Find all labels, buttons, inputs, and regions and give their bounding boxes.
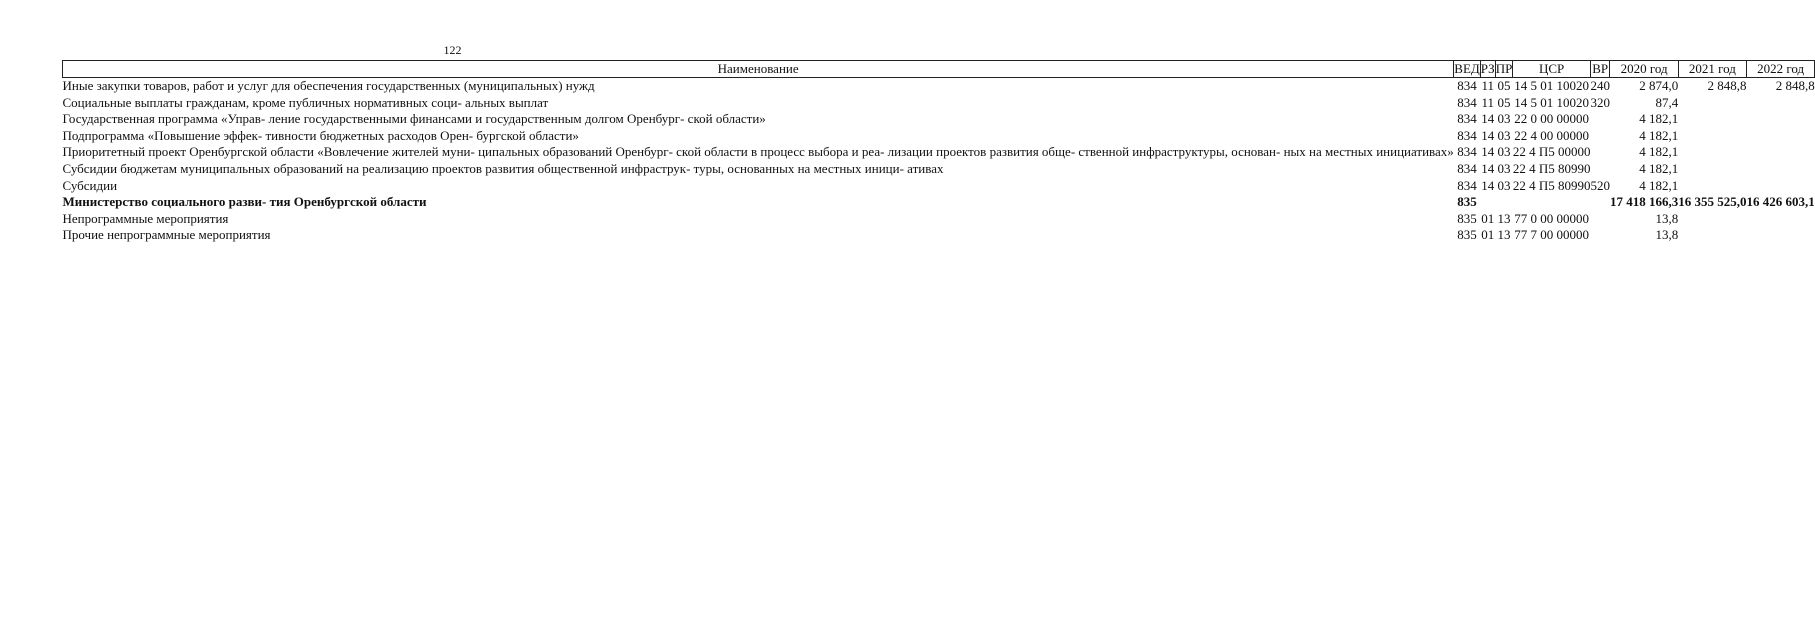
cell-pr: 13 bbox=[1497, 227, 1511, 243]
cell-rz: 14 bbox=[1481, 144, 1495, 160]
cell-rz bbox=[1480, 194, 1495, 211]
cell-y2022 bbox=[1746, 144, 1814, 161]
cell-y2020: 4 182,1 bbox=[1639, 144, 1679, 160]
cell-name: Государственная программа «Управ- ление государственными финансами и государственным долгом Оренбург- ской области» bbox=[62, 111, 766, 127]
header-pr: ПР bbox=[1495, 61, 1513, 76]
cell-vr: 240 bbox=[1590, 78, 1610, 93]
table-header-row bbox=[63, 61, 1815, 78]
table-row bbox=[63, 178, 1815, 195]
cell-y2020: 4 182,1 bbox=[1639, 127, 1679, 143]
cell-name: Непрограммные мероприятия bbox=[62, 210, 229, 226]
cell-y2022: 2 848,8 bbox=[1775, 78, 1815, 93]
cell-csr: 77 0 00 00000 bbox=[1514, 210, 1589, 226]
cell-vr bbox=[1590, 161, 1610, 178]
cell-pr: 03 bbox=[1497, 144, 1511, 160]
budget-table bbox=[62, 60, 1815, 244]
cell-y2022 bbox=[1746, 128, 1814, 145]
header-2022: 2022 год bbox=[1746, 61, 1814, 78]
table-row bbox=[63, 161, 1815, 178]
cell-y2021 bbox=[1678, 178, 1746, 195]
cell-y2020: 17 418 166,3 bbox=[1609, 194, 1679, 210]
cell-vr bbox=[1590, 111, 1610, 128]
cell-y2021 bbox=[1678, 211, 1746, 228]
cell-vr: 320 bbox=[1590, 94, 1610, 110]
table-row bbox=[63, 78, 1815, 95]
cell-y2021 bbox=[1678, 144, 1746, 161]
cell-ved: 835 bbox=[1457, 210, 1477, 226]
cell-ved: 835 bbox=[1457, 227, 1477, 243]
cell-vr bbox=[1590, 128, 1610, 145]
cell-rz: 01 bbox=[1481, 227, 1495, 243]
cell-y2021 bbox=[1678, 128, 1746, 145]
table-row bbox=[63, 194, 1815, 211]
cell-vr: 520 bbox=[1590, 177, 1610, 193]
cell-ved: 834 bbox=[1457, 127, 1477, 143]
cell-y2022 bbox=[1746, 227, 1814, 244]
cell-vr bbox=[1590, 144, 1610, 161]
cell-ved: 834 bbox=[1457, 177, 1477, 193]
page-number: 122 bbox=[443, 43, 462, 57]
cell-csr: 77 7 00 00000 bbox=[1514, 227, 1589, 243]
cell-ved: 834 bbox=[1457, 144, 1477, 160]
cell-name: Министерство социального разви- тия Оренбургской области bbox=[62, 194, 427, 210]
table-row bbox=[63, 128, 1815, 145]
cell-ved: 834 bbox=[1457, 160, 1477, 176]
cell-pr: 03 bbox=[1497, 111, 1511, 127]
cell-csr: 14 5 01 10020 bbox=[1514, 94, 1589, 110]
cell-y2022 bbox=[1746, 161, 1814, 178]
table-row bbox=[63, 211, 1815, 228]
cell-rz: 01 bbox=[1481, 210, 1495, 226]
cell-name: Субсидии bbox=[62, 177, 118, 193]
cell-ved: 834 bbox=[1457, 111, 1477, 127]
cell-pr bbox=[1495, 194, 1513, 211]
cell-pr: 05 bbox=[1497, 94, 1511, 110]
cell-pr: 03 bbox=[1497, 160, 1511, 176]
cell-y2020: 13,8 bbox=[1655, 210, 1679, 226]
header-2021: 2021 год bbox=[1678, 61, 1746, 78]
cell-y2020: 4 182,1 bbox=[1639, 111, 1679, 127]
cell-ved: 834 bbox=[1457, 78, 1477, 93]
cell-y2021 bbox=[1678, 161, 1746, 178]
cell-pr: 13 bbox=[1497, 210, 1511, 226]
cell-pr: 03 bbox=[1497, 127, 1511, 143]
cell-y2022 bbox=[1746, 95, 1814, 112]
cell-csr: 22 4 00 00000 bbox=[1514, 127, 1589, 143]
cell-ved: 834 bbox=[1457, 94, 1477, 110]
header-vr: ВР bbox=[1592, 61, 1609, 76]
cell-csr: 22 4 П5 80990 bbox=[1512, 177, 1591, 193]
cell-vr bbox=[1590, 227, 1610, 244]
table-row bbox=[63, 95, 1815, 112]
cell-csr: 22 4 П5 00000 bbox=[1512, 144, 1591, 160]
cell-rz: 14 bbox=[1481, 177, 1495, 193]
cell-y2020: 13,8 bbox=[1655, 227, 1679, 243]
table-row bbox=[63, 227, 1815, 244]
cell-y2022: 16 426 603,1 bbox=[1746, 194, 1815, 210]
cell-ved: 835 bbox=[1457, 194, 1477, 210]
header-ved: ВЕД bbox=[1454, 61, 1480, 76]
cell-y2021: 2 848,8 bbox=[1707, 78, 1747, 93]
cell-y2020: 87,4 bbox=[1655, 94, 1679, 110]
cell-csr bbox=[1513, 194, 1591, 211]
table-row bbox=[63, 144, 1815, 161]
cell-vr bbox=[1590, 194, 1610, 211]
cell-y2021 bbox=[1678, 95, 1746, 112]
cell-y2021 bbox=[1678, 111, 1746, 128]
cell-name: Приоритетный проект Оренбургской области «Вовлечение жителей муни- ципальных образований Оренбург- ской области в процесс выбора и реа- лизации проектов развития обще- ственной инфраструктуры, основан- ных на местных инициативах» bbox=[62, 144, 1454, 160]
cell-vr bbox=[1590, 211, 1610, 228]
table-row bbox=[63, 111, 1815, 128]
cell-csr: 14 5 01 10020 bbox=[1514, 78, 1589, 93]
cell-pr: 03 bbox=[1497, 177, 1511, 193]
cell-name: Социальные выплаты гражданам, кроме публичных нормативных соци- альных выплат bbox=[62, 94, 549, 110]
cell-name: Прочие непрограммные мероприятия bbox=[62, 227, 271, 243]
cell-rz: 11 bbox=[1481, 78, 1494, 93]
cell-csr: 22 0 00 00000 bbox=[1514, 111, 1589, 127]
cell-y2020: 4 182,1 bbox=[1639, 177, 1679, 193]
header-2020: 2020 год bbox=[1610, 61, 1678, 78]
cell-rz: 14 bbox=[1481, 111, 1495, 127]
cell-y2020: 2 874,0 bbox=[1639, 78, 1679, 93]
cell-y2022 bbox=[1746, 211, 1814, 228]
cell-name: Подпрограмма «Повышение эффек- тивности бюджетных расходов Орен- бургской области» bbox=[62, 127, 579, 143]
cell-y2020: 4 182,1 bbox=[1639, 160, 1679, 176]
header-name: Наименование bbox=[63, 61, 1454, 78]
cell-y2022 bbox=[1746, 178, 1814, 195]
cell-y2021 bbox=[1678, 227, 1746, 244]
cell-csr: 22 4 П5 80990 bbox=[1512, 160, 1591, 176]
cell-y2022 bbox=[1746, 111, 1814, 128]
cell-pr: 05 bbox=[1497, 78, 1511, 93]
cell-y2021: 16 355 525,0 bbox=[1678, 194, 1747, 210]
cell-name: Субсидии бюджетам муниципальных образований на реализацию проектов развития общественной инфраструк- туры, основанных на местных иници- ативах bbox=[62, 160, 944, 176]
cell-rz: 11 bbox=[1481, 94, 1494, 110]
cell-rz: 14 bbox=[1481, 127, 1495, 143]
header-csr: ЦСР bbox=[1513, 61, 1591, 78]
cell-name: Иные закупки товаров, работ и услуг для обеспечения государственных (муниципальных) нужд bbox=[62, 78, 595, 93]
cell-rz: 14 bbox=[1481, 160, 1495, 176]
header-rz: РЗ bbox=[1480, 61, 1495, 76]
